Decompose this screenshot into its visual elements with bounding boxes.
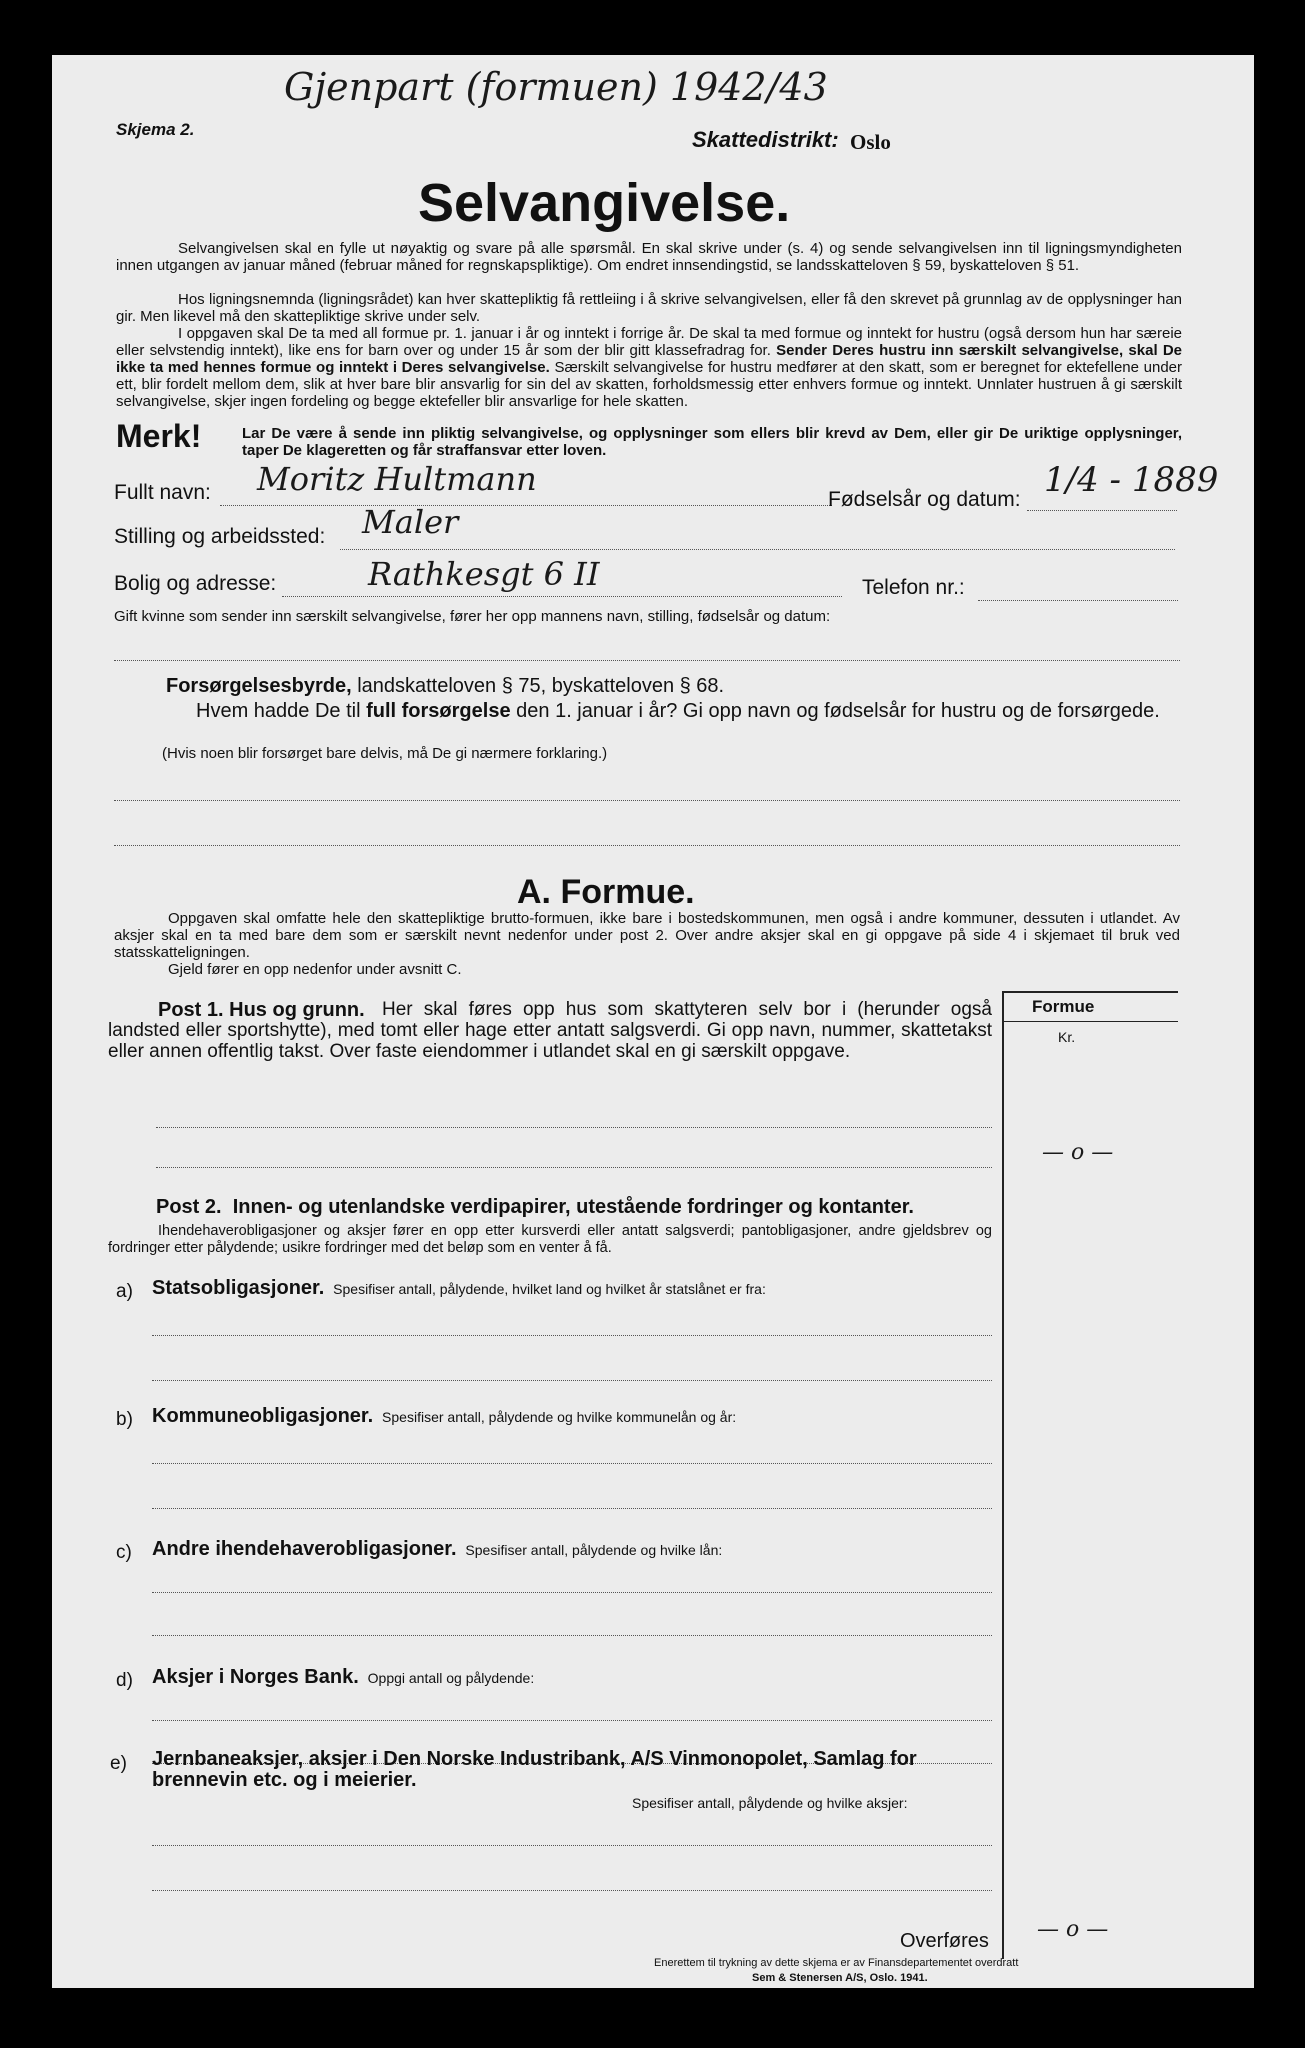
address-line bbox=[282, 596, 842, 597]
item-e-letter: e) bbox=[110, 1753, 127, 1774]
item-b-desc: Spesifiser antall, pålydende og hvilke kommunelån og år: bbox=[382, 1409, 737, 1425]
married-line bbox=[114, 660, 1180, 661]
item-a-title: Statsobligasjoner. bbox=[152, 1277, 325, 1299]
carry-amount[interactable]: — o — bbox=[1037, 1917, 1109, 1942]
item-a bbox=[152, 1277, 766, 1300]
footer-line-2: Sem & Stenersen A/S, Oslo. 1941. bbox=[752, 1972, 928, 1984]
post1-line-1 bbox=[156, 1127, 992, 1128]
item-b-title: Kommuneobligasjoner. bbox=[152, 1405, 374, 1427]
post1-label: Post 1. bbox=[158, 999, 224, 1021]
post2-label: Post 2. bbox=[156, 1196, 222, 1218]
occupation-label: Stilling og arbeidssted: bbox=[114, 525, 326, 548]
district-value: Oslo bbox=[850, 130, 891, 154]
intro-paragraph-1: Selvangivelsen skal en fylle ut nøyaktig og svare på alle spørsmål. En skal skrive under (s. 4) og sende selvangivelsen inn til ligningsmyndigheten innen utgangen av januar måned (februar måned for regnskapspliktige). Om endret innsendingstid, se landsskatteloven § 59, byskatteloven § 51. bbox=[116, 240, 1182, 274]
item-c bbox=[152, 1538, 722, 1561]
item-d-title: Aksjer i Norges Bank. bbox=[152, 1666, 359, 1688]
intro-p3-a: I oppgaven skal De ta med all formue pr. 1. januar i år og inntekt i forrige år. De skal ta med formue og inntekt for hustru (også dersom hun har særeie eller selvstendig inntekt), like ens for barn over og under 15 år som der blir gitt klassefradrag for. bbox=[116, 325, 1182, 359]
section-a-title: A. Formue. bbox=[517, 873, 695, 911]
form-sheet bbox=[52, 55, 1254, 1988]
item-e-line-1 bbox=[152, 1845, 992, 1846]
occupation-line bbox=[340, 549, 1175, 550]
column-header: Formue bbox=[1032, 997, 1095, 1016]
phone-label: Telefon nr.: bbox=[862, 576, 965, 599]
post1-text: Her skal føres opp hus som skattyteren selv bor i (herunder også landsted eller sportshytte), med tomt eller hage etter antatt salgsverdi. Gi opp navn, nummer, skattetakst eller annen offentlig takst. Over faste eiendommer i utlandet skal en gi særskilt oppgave. bbox=[108, 999, 992, 1062]
dependents-question bbox=[114, 700, 1180, 722]
post1-line-2 bbox=[156, 1167, 992, 1168]
dependents-question-bold: full forsørgelse bbox=[366, 700, 511, 722]
column-top-rule bbox=[1002, 991, 1178, 993]
dependents-line-2 bbox=[114, 845, 1180, 846]
dependents-question-b: den 1. januar i år? Gi opp navn og fødselsår for hustru og de forsørgede. bbox=[516, 700, 1160, 722]
dependents-heading-rest: landskatteloven § 75, byskatteloven § 68. bbox=[357, 675, 725, 697]
intro-p3-c: Særskilt selvangivelse for hustru medfører at den skatt, som er beregnet for ektefellene under ett, blir fordelt mellom dem, slik at hver bare blir ansvarlig for sin del av skatten, forholdsmessig etter enhvers formue og inntekt. Unnlater hustruen å gi særskilt selvangivelse, skjer ingen fordeling og begge ektefeller blir ansvarlige for hele skatten. bbox=[116, 359, 1183, 410]
dependents-question-a: Hvem hadde De til bbox=[196, 700, 361, 722]
merk-text: Lar De være å sende inn pliktig selvangivelse, og opplysninger som ellers blir krevd av Dem, eller gir De uriktige opplysninger, taper De klageretten og får straffansvar etter loven. bbox=[242, 425, 1182, 459]
item-c-line-1 bbox=[152, 1592, 992, 1593]
item-d-line-1 bbox=[152, 1720, 992, 1721]
item-c-desc: Spesifiser antall, pålydende og hvilke lån: bbox=[465, 1542, 723, 1558]
footer-line-1: Enerettem til trykning av dette skjema er av Finansdepartementet overdratt bbox=[654, 1957, 1019, 1969]
post2-title: Innen- og utenlandske verdipapirer, utestående fordringer og kontanter. bbox=[232, 1196, 914, 1218]
item-e-line-2 bbox=[152, 1890, 992, 1891]
item-c-letter: c) bbox=[116, 1542, 132, 1563]
item-b-line-2 bbox=[152, 1508, 992, 1509]
phone-line bbox=[978, 600, 1178, 601]
address-value[interactable]: Rathkesgt 6 II bbox=[368, 555, 600, 593]
column-left-rule bbox=[1002, 991, 1004, 1959]
address-label: Bolig og adresse: bbox=[114, 572, 277, 595]
item-e-title: Jernbaneaksjer, aksjer i Den Norske Industribank, A/S Vinmonopolet, Samlag for brennevin etc. og i meierier. bbox=[152, 1748, 917, 1791]
birth-line bbox=[1027, 510, 1177, 511]
item-c-title: Andre ihendehaverobligasjoner. bbox=[152, 1538, 457, 1560]
item-a-line-2 bbox=[152, 1380, 992, 1381]
item-d-desc: Oppgi antall og pålydende: bbox=[367, 1670, 535, 1686]
page-title: Selvangivelse. bbox=[418, 173, 791, 233]
intro-p3-bold: Sender Deres hustru inn særskilt selvangivelse, skal De ikke ta med hennes formue og inntekt i Deres selvangivelse. bbox=[116, 342, 1183, 376]
birth-label: Fødselsår og datum: bbox=[828, 488, 1021, 511]
column-header-rule bbox=[1002, 1021, 1178, 1022]
post2-text: Ihendehaverobligasjoner og aksjer fører en opp etter kursverdi eller antatt salgsverdi; pantobligasjoner, andre gjeldsbrev og fordringer etter pålydende; usikre fordringer med det beløp som en venter å få. bbox=[108, 1223, 992, 1256]
dependents-line-1 bbox=[114, 800, 1180, 801]
item-a-line-1 bbox=[152, 1335, 992, 1336]
item-d-letter: d) bbox=[116, 1670, 133, 1691]
full-name-value[interactable]: Moritz Hultmann bbox=[257, 460, 537, 498]
item-a-letter: a) bbox=[116, 1281, 133, 1302]
item-a-desc: Spesifiser antall, pålydende, hvilket land og hvilket år statslånet er fra: bbox=[333, 1281, 766, 1297]
intro-paragraph-2: Hos ligningsnemnda (ligningsrådet) kan hver skattepliktig få rettleiing i å skrive selvangivelsen, eller få den skrevet på grunnlag av de opplysninger han gir. Men likevel må den skattepliktige skrive under selv. bbox=[116, 291, 1182, 325]
birth-value[interactable]: 1/4 - 1889 bbox=[1044, 460, 1219, 500]
dependents-heading bbox=[166, 675, 724, 698]
intro-paragraph-3 bbox=[116, 325, 1182, 410]
handwritten-title: Gjenpart (formuen) 1942/43 bbox=[284, 65, 828, 109]
married-note: Gift kvinne som sender inn særskilt selvangivelse, fører her opp mannens navn, stilling, fødselsår og datum: bbox=[114, 608, 831, 625]
occupation-value[interactable]: Maler bbox=[362, 503, 459, 541]
post1-amount[interactable]: — o — bbox=[1042, 1140, 1114, 1165]
item-e-desc: Spesifiser antall, pålydende og hvilke aksjer: bbox=[632, 1795, 908, 1811]
item-b bbox=[152, 1405, 736, 1428]
district-label: Skattedistrikt: bbox=[692, 127, 839, 152]
dependents-note: (Hvis noen blir forsørget bare delvis, må De gi nærmere forklaring.) bbox=[162, 745, 608, 762]
carry-label: Overføres bbox=[900, 1930, 989, 1952]
item-b-letter: b) bbox=[116, 1409, 133, 1430]
post2-heading bbox=[156, 1196, 914, 1219]
section-a-intro: Oppgaven skal omfatte hele den skattepliktige brutto-formuen, ikke bare i bostedskommunen, men også i andre kommuner, dessuten i utlandet. Av aksjer skal en ta med bare dem som er særskilt nevnt nedenfor under post 2. Over andre aksjer skal en gi oppgave på side 4 i skjemaet til bruk ved statsskatteligningen. bbox=[114, 910, 1180, 961]
item-d bbox=[152, 1666, 534, 1689]
column-unit: Kr. bbox=[1058, 1029, 1076, 1045]
dependents-heading-bold: Forsørgelsesbyrde, bbox=[166, 675, 352, 697]
full-name-label: Fullt navn: bbox=[114, 481, 211, 504]
section-a-intro-2: Gjeld fører en opp nedenfor under avsnitt C. bbox=[168, 961, 462, 978]
item-b-line-1 bbox=[152, 1463, 992, 1464]
item-c-line-2 bbox=[152, 1635, 992, 1636]
post1-title: Hus og grunn. bbox=[229, 999, 365, 1021]
form-code: Skjema 2. bbox=[116, 120, 195, 139]
full-name-line bbox=[220, 505, 832, 506]
merk-label: Merk! bbox=[116, 418, 202, 454]
